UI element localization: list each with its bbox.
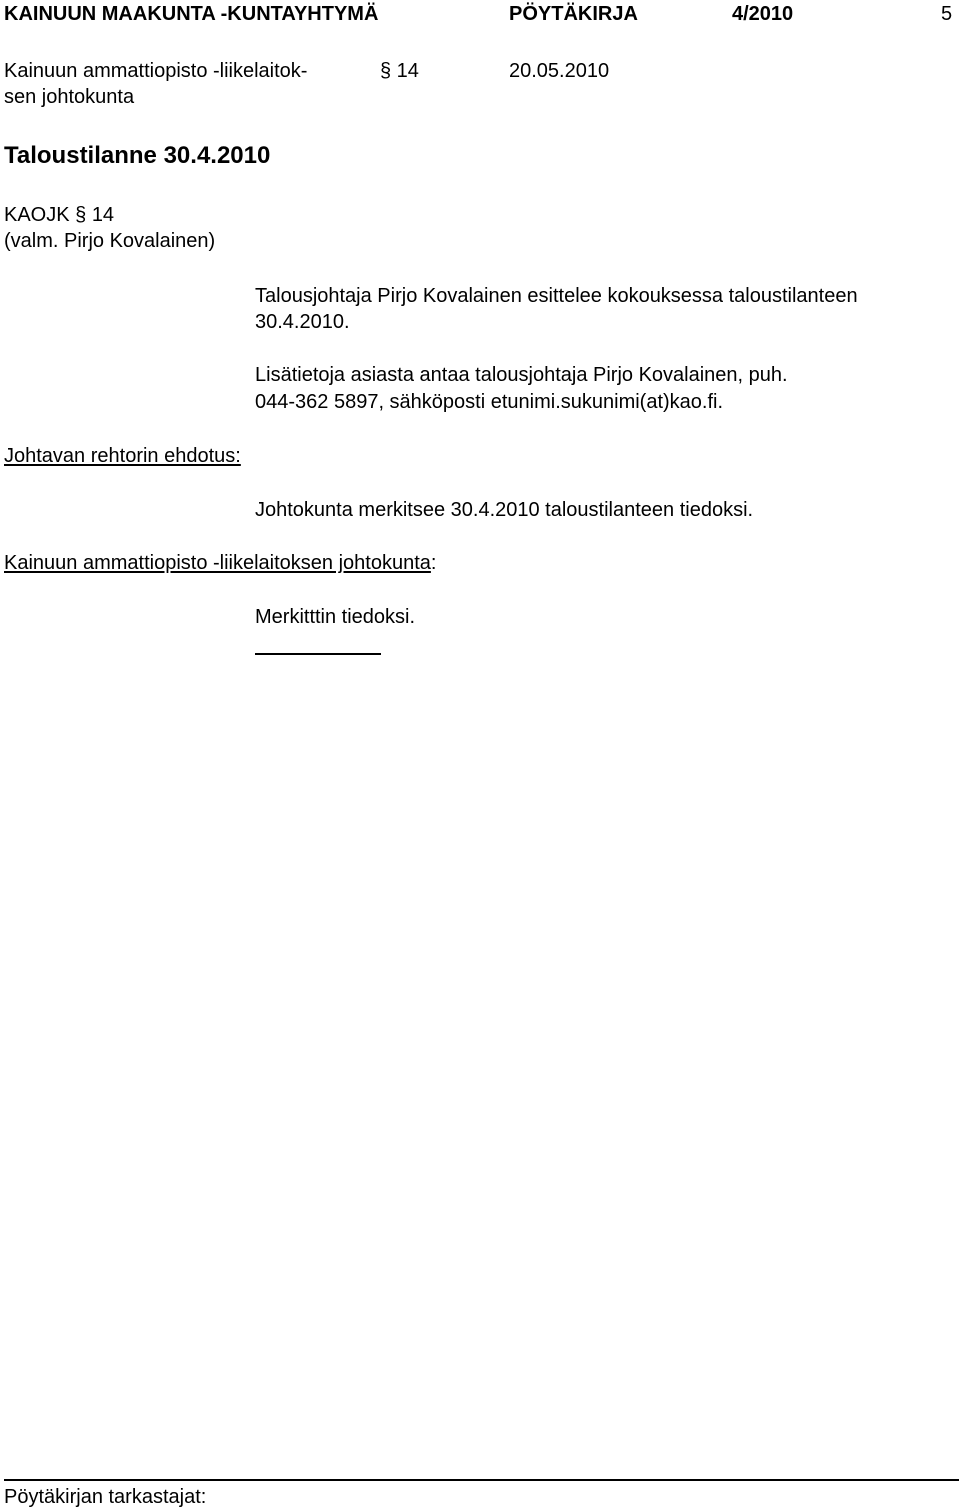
- decision-label: Kainuun ammattiopisto -liikelaitoksen johtokunta: [4, 552, 431, 574]
- proposal-text: Johtokunta merkitsee 30.4.2010 taloustilanteen tiedoksi.: [255, 499, 754, 521]
- header-org: KAINUUN MAAKUNTA -KUNTAYHTYMÄ: [4, 3, 379, 25]
- proposal-label: Johtavan rehtorin ehdotus:: [4, 445, 241, 467]
- header-board-line1: Kainuun ammattiopisto -liikelaitok-: [4, 60, 308, 82]
- header-date: 20.05.2010: [509, 60, 610, 82]
- footer-rule: [4, 1479, 959, 1481]
- header-page-number: 5: [941, 3, 953, 25]
- body-paragraph-2-line1: Lisätietoja asiasta antaa talousjohtaja Pirjo Kovalainen, puh.: [255, 364, 788, 386]
- decision-text: Merkitttin tiedoksi.: [255, 606, 416, 628]
- body-paragraph-2-line2: 044-362 5897, sähköposti etunimi.sukunimi(at)kao.fi.: [255, 391, 724, 413]
- body-paragraph-1-line2: 30.4.2010.: [255, 311, 350, 333]
- item-title: Taloustilanne 30.4.2010: [4, 142, 271, 169]
- item-ref-line1: KAOJK § 14: [4, 204, 115, 226]
- header-doc-number: 4/2010: [732, 3, 794, 25]
- decision-label-row: [4, 550, 436, 576]
- header-section: § 14: [380, 60, 419, 82]
- body-paragraph-1-line1: Talousjohtaja Pirjo Kovalainen esittelee kokouksessa taloustilanteen: [255, 285, 858, 307]
- header-board-line2: sen johtokunta: [4, 86, 135, 108]
- decision-colon: :: [430, 552, 437, 574]
- decision-end-rule: [255, 653, 381, 655]
- footer-reviewers-label: Pöytäkirjan tarkastajat:: [4, 1486, 207, 1508]
- header-doc-type: PÖYTÄKIRJA: [509, 3, 638, 25]
- item-ref-line2: (valm. Pirjo Kovalainen): [4, 230, 216, 252]
